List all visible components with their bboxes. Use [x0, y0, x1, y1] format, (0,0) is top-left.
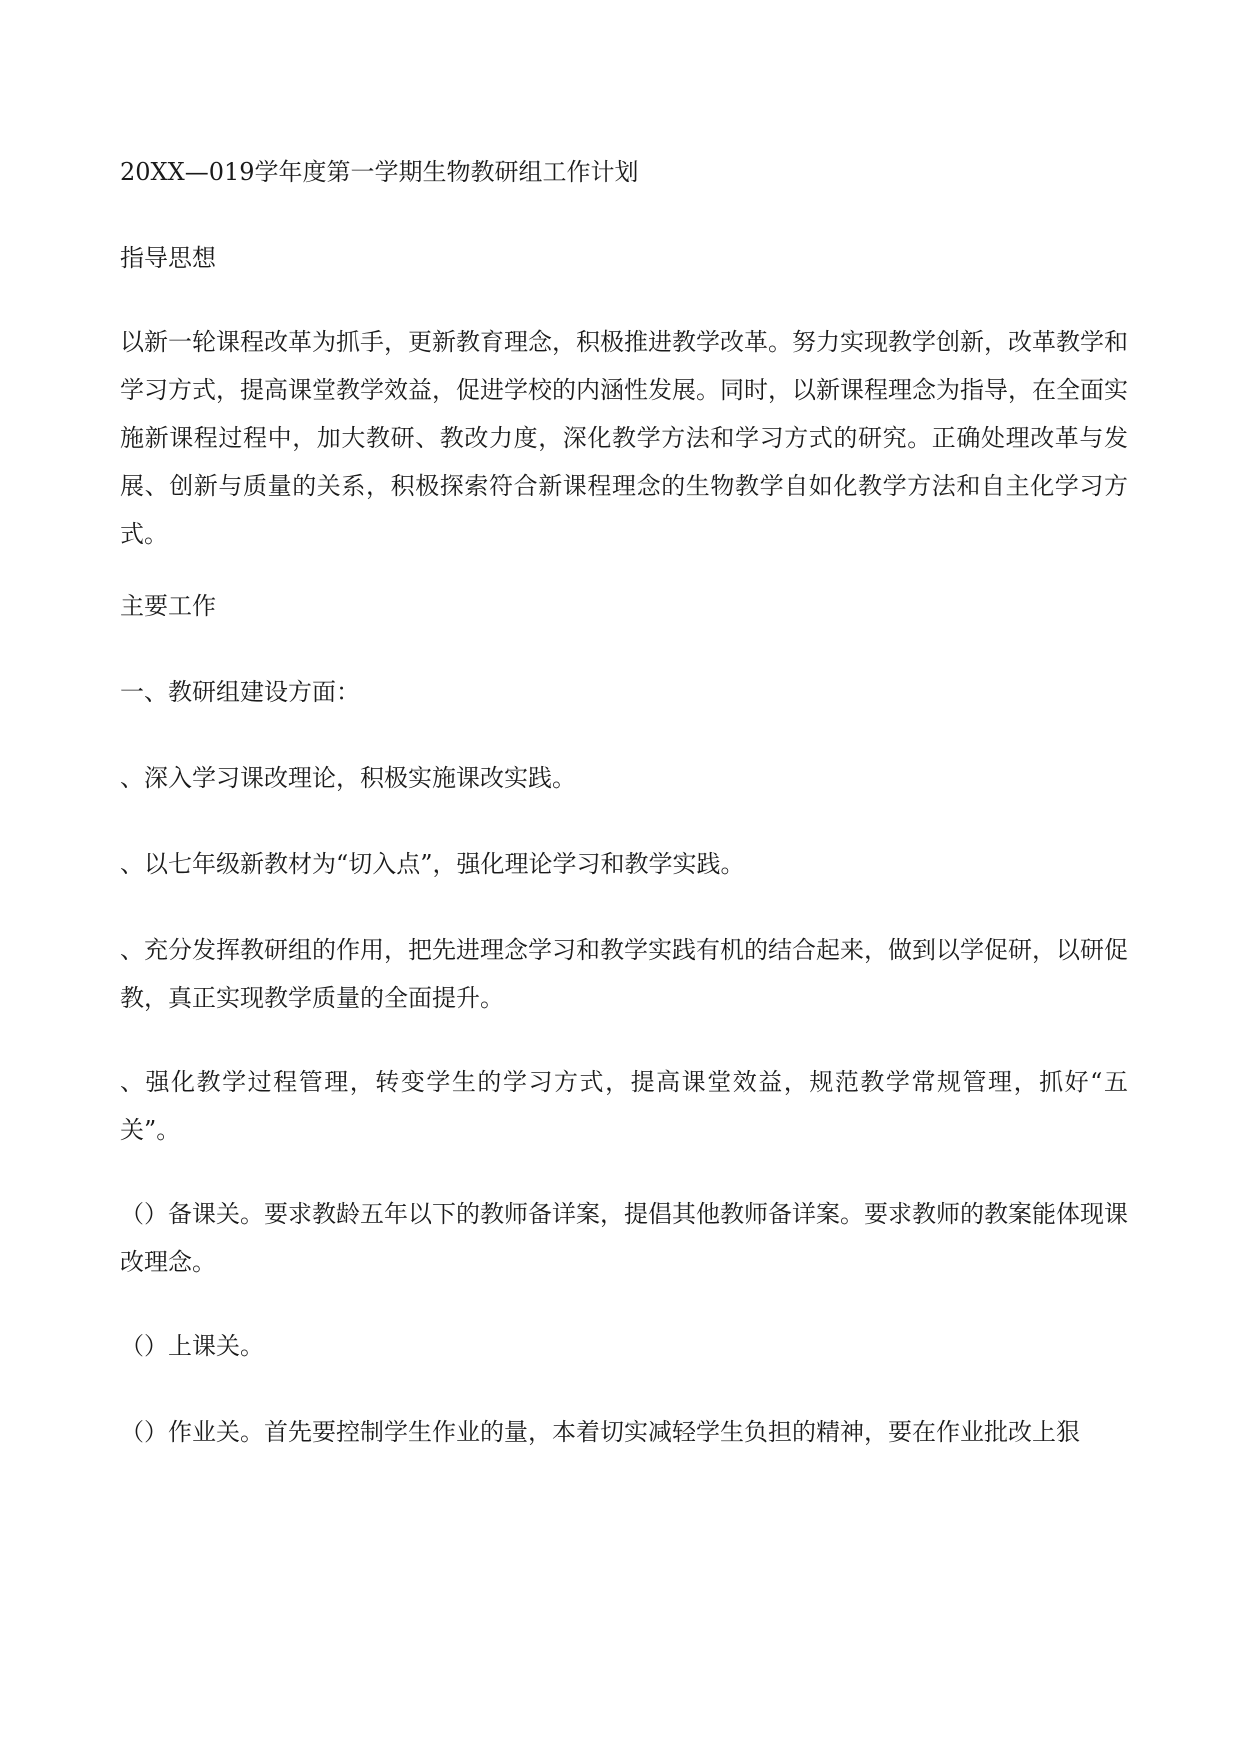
list-item: （）备课关。要求教龄五年以下的教师备详案，提倡其他教师备详案。要求教师的教案能体现课改理念。 — [120, 1200, 1128, 1276]
section-heading-main-work: 主要工作 — [120, 592, 216, 620]
list-item: （）作业关。首先要控制学生作业的量，本着切实减轻学生负担的精神，要在作业批改上狠 — [120, 1418, 1080, 1446]
section-heading-guiding-ideology: 指导思想 — [120, 244, 216, 272]
list-item: 、深入学习课改理论，积极实施课改实践。 — [120, 764, 576, 792]
list-item: 、充分发挥教研组的作用，把先进理念学习和教学实践有机的结合起来，做到以学促研，以研促教，真正实现教学质量的全面提升。 — [120, 936, 1128, 1012]
document-title: 20XX—019学年度第一学期生物教研组工作计划 — [120, 158, 639, 186]
list-item: （）上课关。 — [120, 1332, 264, 1360]
list-item: 、以七年级新教材为“切入点”，强化理论学习和教学实践。 — [120, 850, 745, 878]
guiding-ideology-paragraph: 以新一轮课程改革为抓手，更新教育理念，积极推进教学改革。努力实现教学创新，改革教学和学习方式，提高课堂教学效益，促进学校的内涵性发展。同时，以新课程理念为指导，在全面实施新课程过程中，加大教研、教改力度，深化教学方法和学习方式的研究。正确处理改革与发展、创新与质量的关系，积极探索符合新课程理念的生物教学自如化教学方法和自主化学习方式。 — [120, 328, 1128, 548]
list-item: 、强化教学过程管理，转变学生的学习方式，提高课堂效益，规范教学常规管理，抓好“五关”。 — [120, 1068, 1128, 1144]
subheading-teaching-group: 一、教研组建设方面： — [120, 678, 360, 706]
